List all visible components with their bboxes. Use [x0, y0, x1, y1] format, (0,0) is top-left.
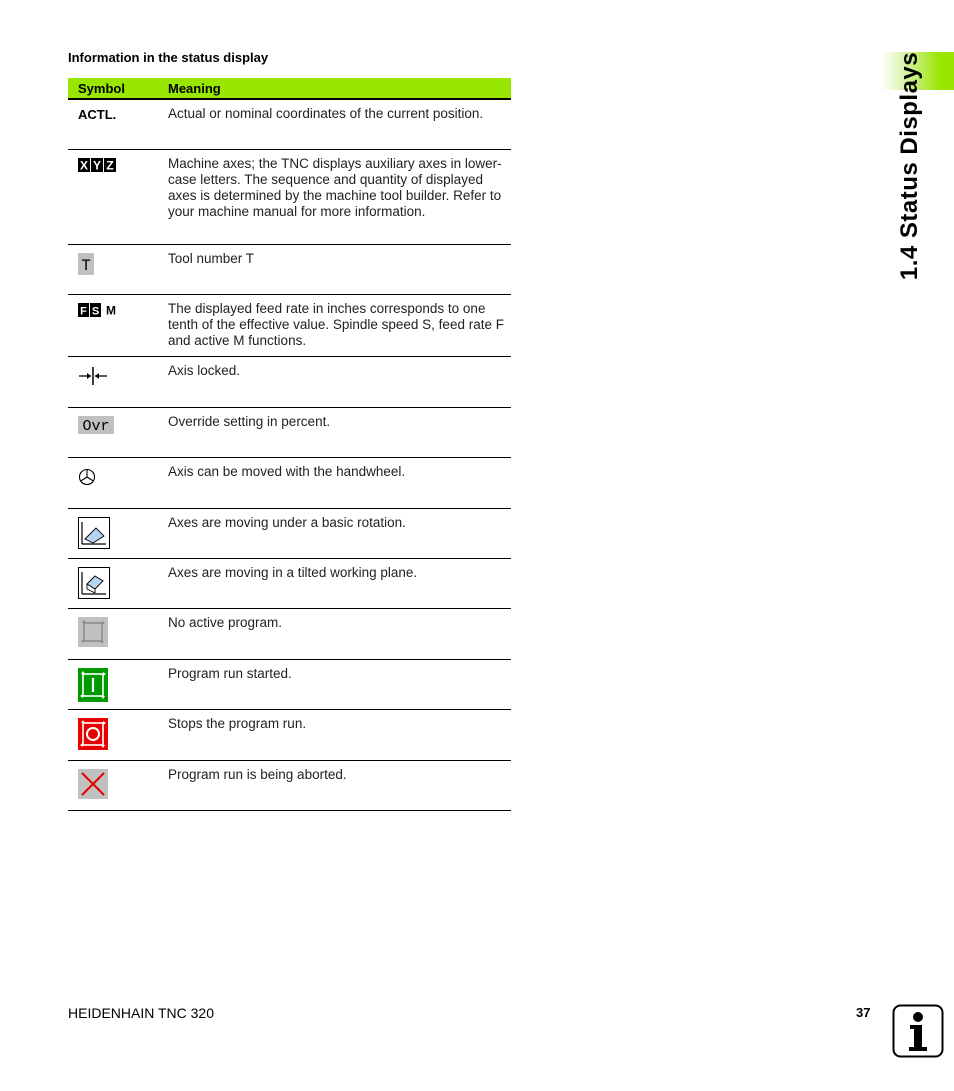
table-row: [68, 408, 511, 458]
table-row: [68, 357, 511, 408]
basic-rotation-icon: [78, 517, 110, 554]
header-symbol: Symbol: [78, 80, 125, 96]
table-row: [68, 761, 511, 811]
chapter-title: 1.4 Status Displays: [896, 51, 923, 281]
meaning-text: Axis can be moved with the handwheel.: [168, 464, 406, 479]
override-icon: [78, 416, 114, 439]
program-started-icon: [78, 668, 108, 707]
symbol-actl: ACTL.: [78, 107, 117, 122]
status-symbol-table: [68, 78, 511, 811]
fsm-icon: [78, 303, 120, 322]
chapter-tab-edge: [940, 52, 954, 90]
svg-text:M: M: [106, 303, 116, 317]
table-row: [68, 710, 511, 761]
info-icon: [892, 1004, 944, 1063]
meaning-text: Stops the program run.: [168, 716, 307, 731]
svg-text:Y: Y: [92, 158, 102, 172]
program-aborted-icon: [78, 769, 108, 804]
axis-locked-icon: [78, 365, 108, 392]
page-number: 37: [856, 1005, 871, 1020]
section-title: Information in the status display: [68, 50, 269, 65]
tilted-plane-icon: [78, 567, 110, 604]
actl-label: [78, 106, 116, 124]
table-row: [68, 245, 511, 295]
xyz-axes-icon: [78, 158, 118, 177]
svg-text:T: T: [81, 257, 91, 275]
footer-product: HEIDENHAIN TNC 320: [68, 1005, 215, 1021]
table-header: [68, 78, 511, 100]
handwheel-icon: [78, 468, 96, 491]
svg-text:S: S: [91, 305, 100, 317]
meaning-text: Axes are moving in a tilted working plane.: [168, 565, 418, 580]
svg-text:Z: Z: [106, 158, 114, 172]
meaning-text: No active program.: [168, 615, 283, 630]
meaning-text: Actual or nominal coordinates of the current position.: [168, 106, 484, 121]
meaning-text: Override setting in percent.: [168, 414, 331, 429]
table-row: [68, 609, 511, 660]
table-row: [68, 295, 511, 357]
tool-t-icon: [78, 253, 94, 280]
meaning-text: Program run started.: [168, 666, 292, 681]
table-row: [68, 100, 511, 150]
table-row: [68, 509, 511, 559]
no-program-icon: [78, 617, 108, 652]
svg-text:Ovr: Ovr: [82, 418, 110, 434]
table-row: [68, 660, 511, 710]
meaning-text: Axis locked.: [168, 363, 241, 378]
header-meaning: Meaning: [168, 80, 221, 96]
meaning-text: Axes are moving under a basic rotation.: [168, 515, 406, 530]
table-row: [68, 150, 511, 245]
table-row: [68, 559, 511, 609]
program-stopped-icon: [78, 718, 108, 755]
svg-text:F: F: [80, 305, 87, 317]
table-row: [68, 458, 511, 509]
svg-text:X: X: [79, 158, 89, 172]
meaning-text: Tool number T: [168, 251, 255, 266]
meaning-text: Program run is being aborted.: [168, 767, 347, 782]
meaning-text: The displayed feed rate in inches corresponds to one tenth of the effective value. Spindle speed S, feed rate F and active M functions.: [168, 301, 504, 348]
meaning-text: Machine axes; the TNC displays auxiliary axes in lower-case letters. The sequence and quantity of displayed axes is determined by the machine tool builder. Refer to your machine manual for more information.: [168, 156, 502, 219]
